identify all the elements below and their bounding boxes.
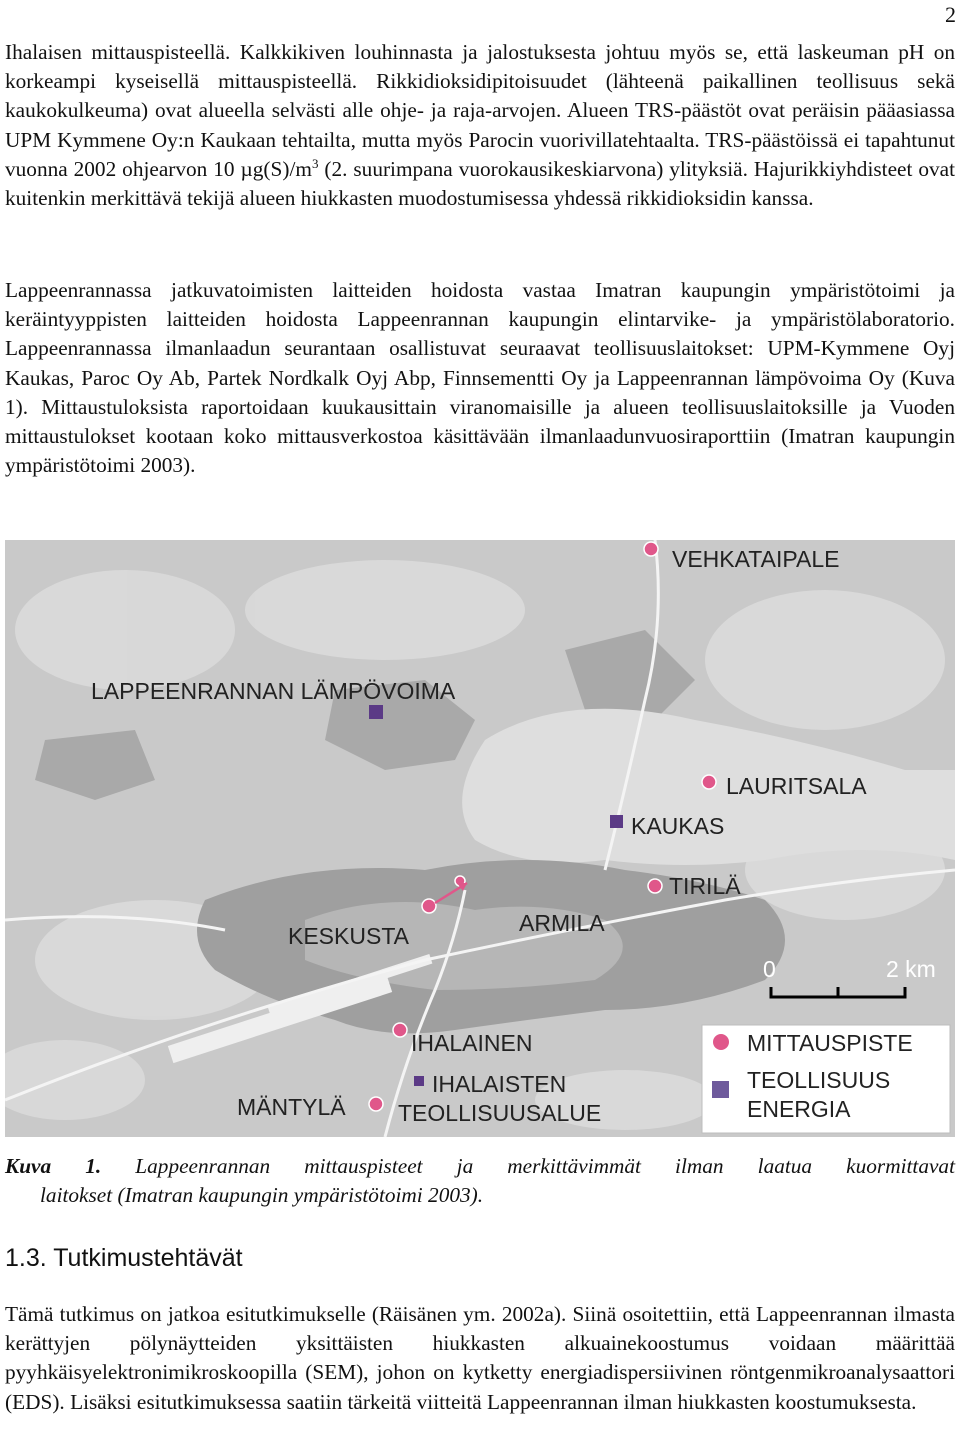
caption-line-2: laitokset (Imatran kaupungin ympäristötoimi 2003).: [40, 1183, 484, 1207]
point-tirila: [648, 879, 662, 893]
label-keskusta: KESKUSTA: [288, 923, 409, 949]
legend-industry-icon: [712, 1081, 729, 1098]
caption-line-1: [5, 1152, 955, 1181]
superscript: 3: [311, 155, 319, 171]
legend-teollisuus: TEOLLISUUS: [747, 1067, 891, 1093]
legend: [702, 1025, 950, 1133]
page-number: 2: [945, 2, 956, 27]
figure-caption: [5, 1152, 955, 1210]
industry-lampovoima: [369, 705, 383, 719]
paragraph-3: Tämä tutkimus on jatkoa esitutkimukselle (Räisänen ym. 2002a). Siinä osoitettiin, että Lappeenrannan ilmasta kerättyjen pölynäytteiden yksittäisten hiukkasten alkuainekoostumus voidaan määrittää pyyhkäisyelektronimikroskoopilla (SEM), johon on kytketty energiadispersiivinen röntgenmikroanalysaattori (EDS). Lisäksi esitutkimuksessa saatiin tärkeitä viitteitä Lappeenrannan ilman hiukkasten koostumuksesta.: [5, 1302, 955, 1414]
legend-mittauspiste: MITTAUSPISTE: [747, 1030, 913, 1056]
paragraph-1-text-a: Ihalaisen mittauspisteellä. Kalkkikiven louhinnasta ja jalostuksesta johtuu myös se, että laskeuman pH on korkeampi kyseisellä mittauspisteellä. Rikkidioksidipitoisuudet (lähteenä paikallinen teollisuus sekä kaukokulkeuma) ovat alueella selvästi alle ohje- ja raja-arvojen. Alueen TRS-päästöt ovat peräisin pääasiassa UPM Kymmene Oy:n Kaukaan tehtailta, mutta myös Parocin vuorivillatehtaalta. TRS-päästöissä ei tapahtunut vuonna 2002 ohjearvon 10 µg(S)/m: [5, 40, 955, 181]
section-heading: 1.3. Tutkimustehtävät: [5, 1244, 243, 1272]
scale-end: 2 km: [886, 956, 936, 982]
label-ihalaisten-2: TEOLLISUUSALUE: [398, 1100, 602, 1126]
label-vehkataipale: VEHKATAIPALE: [672, 546, 840, 572]
label-ihalaisten-1: IHALAISTEN: [432, 1071, 567, 1097]
label-ihalainen: IHALAINEN: [411, 1030, 533, 1056]
paragraph-2: Lappeenrannassa jatkuvatoimisten laitteiden hoidosta vastaa Imatran kaupungin ympäristötoimi ja keräintyyppisten laitteiden hoidosta Lappeenrannan kaupungin elintarvike- ja ympäristölaboratorio. Lappeenrannassa ilmanlaadun seurantaan osallistuvat seuraavat teollisuuslaitokset: UPM-Kymmene Oyj Kaukas, Paroc Oy Ab, Partek Nordkalk Oyj Abp, Finnsementti Oy ja Lappeenrannan lämpövoima Oy (Kuva 1). Mittaustuloksista raportoidaan kuukausittain viranomaisille ja alueen teollisuuslaitoksille ja Vuoden mittaustulokset kootaan koko mittausverkostoa käsittävään ilmanlaadunvuosiraporttiin (Imatran kaupungin ympäristötoimi 2003).: [5, 278, 955, 478]
industry-kaukas: [610, 815, 623, 828]
legend-point-icon: [713, 1034, 729, 1050]
paragraph-1-text-b: (2. suurimpana vuorokausikeskiarvona) ylityksiä. Hajurikkiyhdisteet ovat kuitenkin merkittävä tekijä alueen hiukkasten muodostumisessa yhdessä rikkidioksidin kanssa.: [5, 156, 955, 211]
label-lauritsala: LAURITSALA: [726, 773, 867, 799]
industry-ihalaisten: [414, 1076, 424, 1086]
point-vehkataipale: [644, 542, 658, 556]
paragraph-1: [5, 38, 955, 213]
label-armila: ARMILA: [519, 910, 605, 936]
scale-start: 0: [763, 956, 776, 982]
legend-energia: ENERGIA: [747, 1096, 851, 1122]
point-ihalainen: [393, 1023, 407, 1037]
point-keskusta: [422, 899, 436, 913]
map-figure: [5, 540, 955, 1137]
label-kaukas: KAUKAS: [631, 813, 725, 839]
point-mantyla: [369, 1097, 383, 1111]
label-mantyla: MÄNTYLÄ: [237, 1094, 346, 1120]
caption-label: Kuva 1.: [5, 1154, 102, 1178]
label-tirila: TIRILÄ: [669, 873, 741, 899]
label-lampovoima: LAPPEENRANNAN LÄMPÖVOIMA: [91, 678, 456, 704]
point-lauritsala: [702, 775, 716, 789]
caption-line-1-text: Lappeenrannan mittauspisteet ja merkittävimmät ilman laatua kuormittavat: [101, 1154, 955, 1178]
